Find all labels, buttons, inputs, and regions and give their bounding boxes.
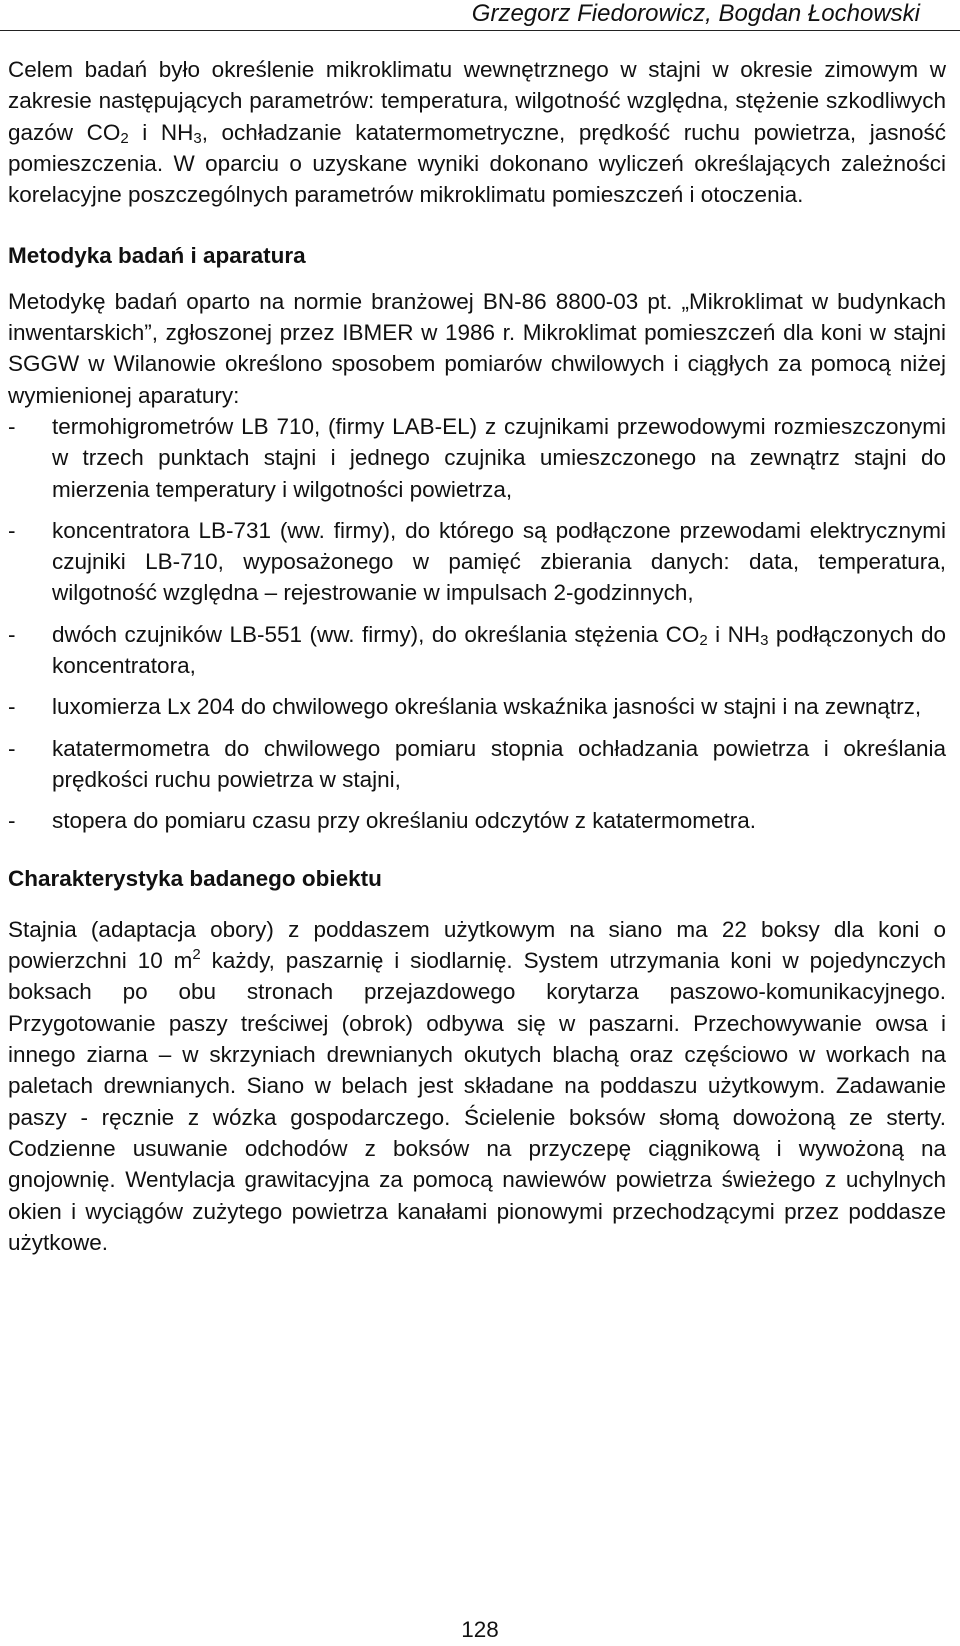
list-dash: - (8, 735, 16, 761)
list-item-text-1: dwóch czujników LB-551 (ww. firmy), do określania stężenia CO (52, 621, 700, 647)
list-dash: - (8, 694, 16, 720)
intro-text-2: i NH (128, 119, 194, 145)
object-text-1: Stajnia (adaptacja obory) z poddaszem użytkowym na siano ma 22 boksy dla koni o powierzchni 10 m (8, 916, 946, 974)
page-number: 128 (461, 1617, 499, 1642)
list-item (8, 411, 946, 505)
intro-paragraph (8, 54, 946, 210)
header-divider (0, 30, 960, 31)
equipment-list (8, 411, 946, 837)
list-item-text-2: i NH (707, 621, 761, 647)
list-dash: - (8, 808, 16, 834)
list-item (8, 515, 946, 609)
list-item-text: termohigrometrów LB 710, (firmy LAB-EL) z czujnikami przewodowymi rozmieszczonymi w trzech punktach stajni i jednego czujnika umieszczonego na zewnątrz stajni do mierzenia temperatury i wilgotności powietrza, (52, 413, 946, 502)
page-content (8, 54, 946, 1258)
intro-subscript-co2: 2 (120, 129, 129, 147)
section-heading-object: Charakterystyka badanego obiektu (8, 865, 382, 891)
section-heading-methods: Metodyka badań i aparatura (8, 243, 306, 269)
object-text-2: każdy, paszarnię i siodlarnię. System utrzymania koni w pojedynczych boksach po obu stronach przejazdowego korytarza paszowo-komunikacyjnego. Przygotowanie paszy treściwej (obrok) odbywa się w paszarni. Przechowywanie owsa i innego ziarna – w skrzyniach drewnianych okutych blachą oraz częściowo w workach na paletach drewnianych. Siano w belach jest składane na poddaszu użytkowym. Zadawanie paszy - ręcznie z wózka gospodarczego. Ścielenie boksów słomą dowożoną ze sterty. Codzienne usuwanie odchodów z boksów na przyczepę ciągnikową i wywożoną na gnojownię. Wentylacja grawitacyjna za pomocą nawiewów powietrza świeżego z uchylnych okien i wyciągów zużytego powietrza kanałami pionowymi przechodzącymi przez poddasze użytkowe. (8, 948, 946, 1255)
list-item (8, 805, 946, 836)
list-item (8, 733, 946, 796)
list-dash: - (8, 413, 16, 439)
list-dash: - (8, 517, 16, 543)
list-subscript-nh3: 3 (760, 631, 769, 649)
object-superscript: 2 (192, 946, 201, 964)
list-item-text: katatermometra do chwilowego pomiaru stopnia ochładzania powietrza i określania prędkości ruchu powietrza w stajni, (52, 735, 946, 792)
list-item-text: stopera do pomiaru czasu przy określaniu odczytów z katatermometra. (52, 808, 757, 834)
list-item (8, 619, 946, 682)
intro-text-3: , ochładzanie katatermometryczne, prędkość ruchu powietrza, jasność pomieszczenia. W oparciu o uzyskane wyniki dokonano wyliczeń określających zależności korelacyjne poszczególnych parametrów mikroklimatu pomieszczeń i otoczenia. (8, 119, 947, 208)
object-paragraph (8, 914, 946, 1258)
list-item-text: luxomierza Lx 204 do chwilowego określania wskaźnika jasności w stajni i na zewnątrz, (52, 694, 922, 720)
list-item-text-3: podłączonych do koncentratora, (52, 621, 946, 679)
list-item-text: koncentratora LB-731 (ww. firmy), do którego są podłączone przewodami elektrycznymi czujniki LB-710, wyposażonego w pamięć zbierania danych: data, temperatura, wilgotność względna – rejestrowanie w impulsach 2-godzinnych, (52, 517, 946, 606)
list-item (8, 691, 946, 722)
intro-subscript-nh3: 3 (193, 129, 202, 147)
list-dash: - (8, 621, 16, 647)
running-header-authors: Grzegorz Fiedorowicz, Bogdan Łochowski (471, 0, 920, 27)
intro-text-1: Celem badań było określenie mikroklimatu wewnętrznego w stajni w okresie zimowym w zakresie następujących parametrów: temperatura, wilgotność względna, stężenie szkodliwych gazów CO (8, 57, 946, 145)
list-subscript-co2: 2 (699, 631, 708, 649)
methods-paragraph: Metodykę badań oparto na normie branżowej BN-86 8800-03 pt. „Mikroklimat w budynkach inwentarskich”, zgłoszonej przez IBMER w 1986 r. Mikroklimat pomieszczeń dla koni w stajni SGGW w Wilanowie określono sposobem pomiarów chwilowych i ciągłych za pomocą niżej wymienionej aparatury: (8, 288, 946, 408)
